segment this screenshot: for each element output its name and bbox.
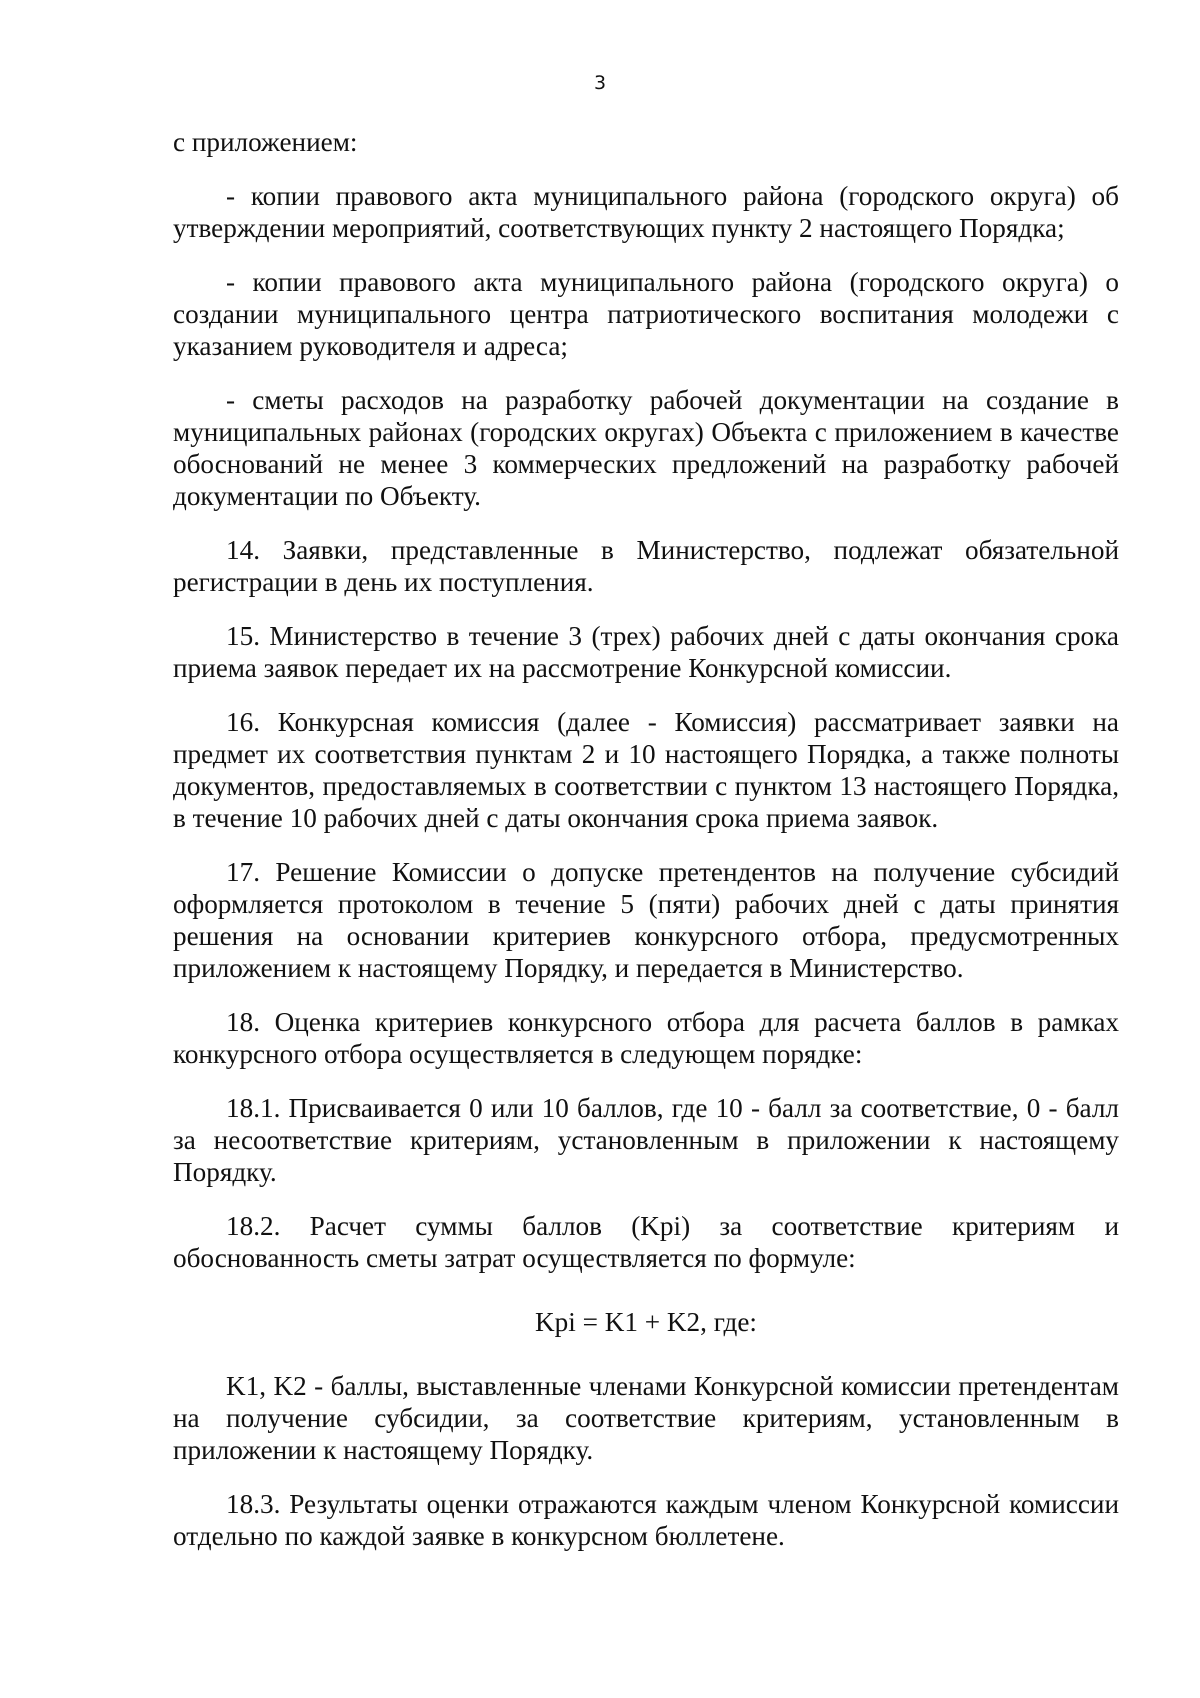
clause-17: 17. Решение Комиссии о допуске претендентов на получение субсидий оформляется протоколом в течение 5 (пяти) рабочих дней с даты принятия решения на основании критериев конкурсного отбора, предусмотренных приложением к настоящему Порядку, и передается в Министерство. <box>173 857 1119 983</box>
list-item-cost-estimates: - сметы расходов на разработку рабочей документации на создание в муниципальных районах (городских округах) Объекта с приложением в качестве обоснований не менее 3 коммерческих предложений на разработку рабочей документации по Объекту. <box>173 385 1119 511</box>
clause-15: 15. Министерство в течение 3 (трех) рабочих дней с даты окончания срока приема заявок передает их на рассмотрение Конкурсной комиссии. <box>173 621 1119 683</box>
clause-14: 14. Заявки, представленные в Министерство, подлежат обязательной регистрации в день их поступления. <box>173 535 1119 597</box>
clause-18-2: 18.2. Расчет суммы баллов (Kpi) за соответствие критериям и обоснованность сметы затрат осуществляется по формуле: <box>173 1211 1119 1273</box>
paragraph-continuation: с приложением: <box>173 127 358 157</box>
clause-16: 16. Конкурсная комиссия (далее - Комиссия) рассматривает заявки на предмет их соответствия пунктам 2 и 10 настоящего Порядка, а также полноты документов, предоставляемых в соответствии с пунктом 13 настоящего Порядка, в течение 10 рабочих дней с даты окончания срока приема заявок. <box>173 707 1119 833</box>
formula: Kpi = K1 + K2, где: <box>535 1307 757 1337</box>
clause-18-3: 18.3. Результаты оценки отражаются каждым членом Конкурсной комиссии отдельно по каждой заявке в конкурсном бюллетене. <box>173 1489 1119 1551</box>
clause-18-1: 18.1. Присваивается 0 или 10 баллов, где 10 - балл за соответствие, 0 - балл за несоответствие критериям, установленным в приложении к настоящему Порядку. <box>173 1093 1119 1187</box>
formula-explanation: K1, K2 - баллы, выставленные членами Конкурсной комиссии претендентам на получение субсидии, за соответствие критериям, установленным в приложении к настоящему Порядку. <box>173 1371 1119 1465</box>
document-body <box>173 126 1119 1574</box>
clause-18: 18. Оценка критериев конкурсного отбора для расчета баллов в рамках конкурсного отбора осуществляется в следующем порядке: <box>173 1007 1119 1069</box>
list-item-legal-act-center: - копии правового акта муниципального района (городского округа) о создании муниципального центра патриотического воспитания молодежи с указанием руководителя и адреса; <box>173 267 1119 361</box>
list-item-legal-act-measures: - копии правового акта муниципального района (городского округа) об утверждении мероприятий, соответствующих пункту 2 настоящего Порядка; <box>173 181 1119 243</box>
page-number: 3 <box>593 72 607 94</box>
